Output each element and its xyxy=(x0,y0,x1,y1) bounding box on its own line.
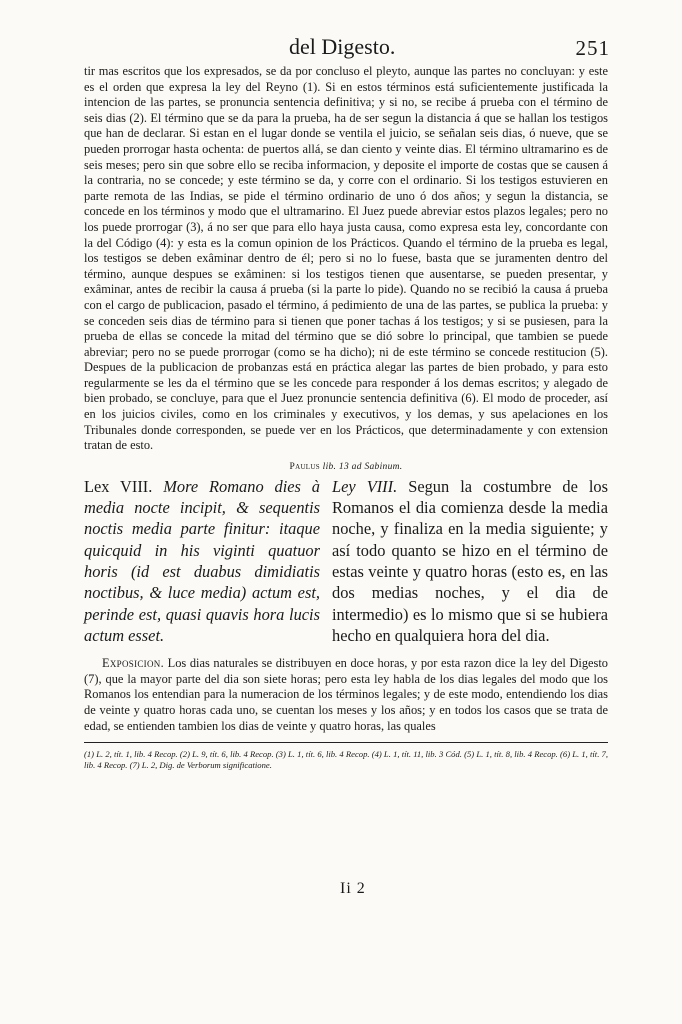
exposicion-paragraph xyxy=(84,656,608,734)
footnotes: (1) L. 2, tít. 1, lib. 4 Recop. (2) L. 9, tít. 6, lib. 4 Recop. (3) L. 1, tít. 6, lib. 4 Recop. (4) L. 1, tít. 11, lib. 3 Cód. (5) L. 1, tít. 8, lib. 4 Recop. (6) L. 1, tít. 7, lib. 4 Recop. (7) L. 2, Dig. de Verborum significatione. xyxy=(84,749,608,771)
latin-text: More Romano dies à media nocte incipit, & sequentis noctis media parte finitur: itaque quicquid in his viginti quatuor horis (id est duabus dimidiatis noctibus, & luce media) actum est, perinde est, quasi quavis hora lucis actum esset. xyxy=(84,476,320,645)
page-number: 251 xyxy=(575,36,610,60)
footnote-divider xyxy=(84,742,608,743)
page-header xyxy=(84,34,608,64)
latin-column xyxy=(84,476,320,646)
signature-mark: Ii 2 xyxy=(340,880,366,897)
spanish-text: Segun la costumbre de los Romanos el dia comienza desde la media noche, y finaliza en la media siguiente; y así todo quanto se hizo en el término de estas veinte y quatro horas (esto es, en las dos medias noches, y el dia de intermedio) es lo mismo que si se hubiera hecho en qualquiera hora del dia. xyxy=(332,476,608,645)
source-attribution xyxy=(84,462,608,472)
parallel-text-columns xyxy=(84,476,608,646)
exposicion-label: Exposicion. xyxy=(102,656,164,671)
spanish-column xyxy=(332,476,608,646)
running-title: del Digesto. xyxy=(289,34,396,59)
page xyxy=(84,34,608,771)
attribution-source: lib. 13 ad Sabinum. xyxy=(322,461,403,472)
exposicion-text: Los dias naturales se distribuyen en doce horas, y por esta razon dice la ley del Digesto (7), que la mayor parte del dia son siete horas; pero esta ley habla de los dias legales del modo que los Romanos los entendian para la numeracion de los términos legales; y de este modo, entendiendo los dias de veinte y quatro horas cada uno, se cuentan los meses y los años; y en todos los casos que se trata de edad, se entienden tambien los dias de veinte y quatro horas, las quales xyxy=(84,656,608,733)
spanish-lead: Ley VIII. xyxy=(332,476,398,496)
attribution-author: Paulus xyxy=(289,461,320,472)
body-paragraph: tir mas escritos que los expresados, se da por concluso el pleyto, aunque las partes no concluyan: y este es el orden que expresa la ley del Reyno (1). Si en estos términos está suficientemente justificada la intencion de las partes, se pronuncia sentencia definitiva; y si no, se recibe á prueba con el término de seis dias (2). El término que se da para la prueba, ha de ser segun la distancia á que se hallan los testigos que han de declarar. Si estan en el lugar donde se ventila el juicio, se señalan seis dias, ó nueve, que se pueden prorrogar hasta ochenta: de puertos allá, se dan ciento y veinte dias. El término ultramarino es de seis meses; pero sin que sobre ello se reciba informacion, y deposite el importe de costas que se causen á la contraria, no se concede; y este término se da, y corre con el ordinario. Si los testigos estuvieren en parte remota de las Indias, se pide el término ordinario de uno ó dos años; y segun la distancia, se concede en los términos y modo que el ultramarino. El Juez puede abreviar estos plazos legales; pero no los puede prorrogar (3), á no ser que para ello haya justa causa, como expresa esta ley, concordante con la del Código (4): y esta es la comun opinion de los Prácticos. Quando el término de la prueba es legal, los testigos se deben exâminar dentro de él; pero si no lo fuese, basta que se juramenten dentro del término, aunque despues se exâminen: si los testigos tienen que ausentarse, se pueden presentar, y exâminar, antes de recibir la causa á prueba (si la parte lo pide). Quando no se recibió la causa á prueba con el cargo de publicacion, pasado el término, á pedimiento de una de las partes, se publica la prueba: y se conceden seis dias de término para si tienen que poner tachas á los testigos; y si se pusiesen, para la prueba de ellas se concede la mitad del término que se dió sobre lo principal, que tambien se puede abreviar; pero no se puede prorrogar (como se ha dicho); ni de este término se concede restitucion (5). Despues de la publicacion de probanzas está en práctica alegar las partes de bien probado, y para esto regularmente se les da el término que se les concede para responder á los demas escritos; y alegado de bien probado, se concluye, para que el Juez pronuncie sentencia definitiva (6). El modo de proceder, así en los juicios civiles, como en los criminales y executivos, y los demas, y sus apelaciones en los Tribunales donde corresponden, se puede ver en los Prácticos, que determinadamente y con extension tratan de esto. xyxy=(84,64,608,453)
latin-lead: Lex VIII. xyxy=(84,476,153,496)
